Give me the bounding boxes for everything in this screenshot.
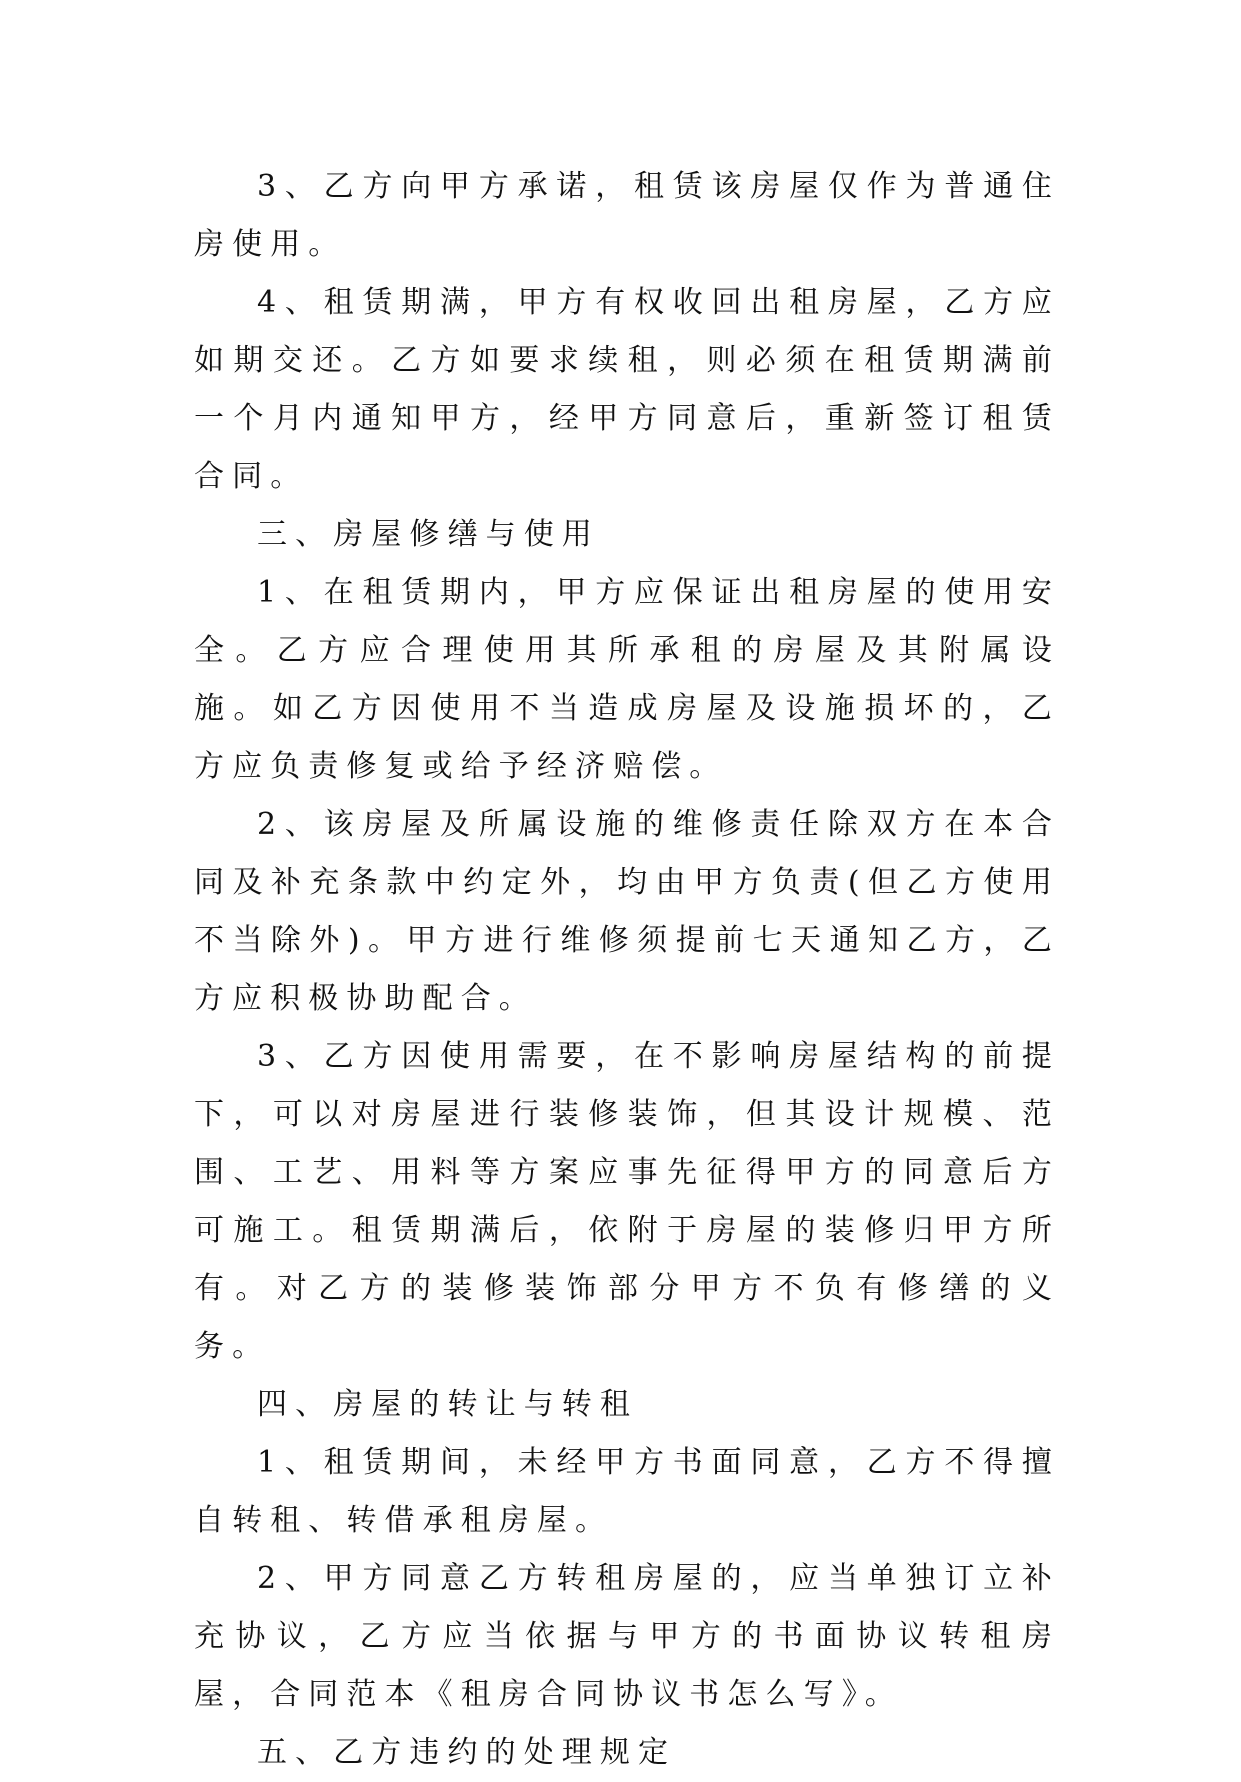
clause-3-3: 3、乙方因使用需要，在不影响房屋结构的前提下，可以对房屋进行装修装饰，但其设计规模、范围、工艺、用料等方案应事先征得甲方的同意后方可施工。租赁期满后，依附于房屋的装修归甲方所有。对乙方的装修装饰部分甲方不负有修缮的义务。 bbox=[194, 1039, 1060, 1364]
clause-3-1: 1、在租赁期内，甲方应保证出租房屋的使用安全。乙方应合理使用其所承租的房屋及其附属设施。如乙方因使用不当造成房屋及设施损坏的，乙方应负责修复或给予经济赔偿。 bbox=[194, 575, 1060, 784]
clause-2-3: 3、乙方向甲方承诺，租赁该房屋仅作为普通住房使用。 bbox=[194, 169, 1060, 262]
document-body bbox=[194, 158, 1060, 1782]
clause-3-2: 2、该房屋及所属设施的维修责任除双方在本合同及补充条款中约定外，均由甲方负责(但乙方使用不当除外)。甲方进行维修须提前七天通知乙方，乙方应积极协助配合。 bbox=[194, 807, 1060, 1016]
section-heading-5: 五、乙方违约的处理规定 bbox=[257, 1735, 677, 1770]
clause-2-4: 4、租赁期满，甲方有权收回出租房屋，乙方应如期交还。乙方如要求续租，则必须在租赁期满前一个月内通知甲方，经甲方同意后，重新签订租赁合同。 bbox=[194, 285, 1060, 494]
clause-4-2: 2、甲方同意乙方转租房屋的，应当单独订立补充协议，乙方应当依据与甲方的书面协议转租房屋，合同范本《租房合同协议书怎么写》。 bbox=[194, 1561, 1060, 1712]
section-heading-3: 三、房屋修缮与使用 bbox=[257, 517, 600, 552]
section-heading-4: 四、房屋的转让与转租 bbox=[257, 1387, 638, 1422]
clause-4-1: 1、租赁期间，未经甲方书面同意，乙方不得擅自转租、转借承租房屋。 bbox=[194, 1445, 1060, 1538]
